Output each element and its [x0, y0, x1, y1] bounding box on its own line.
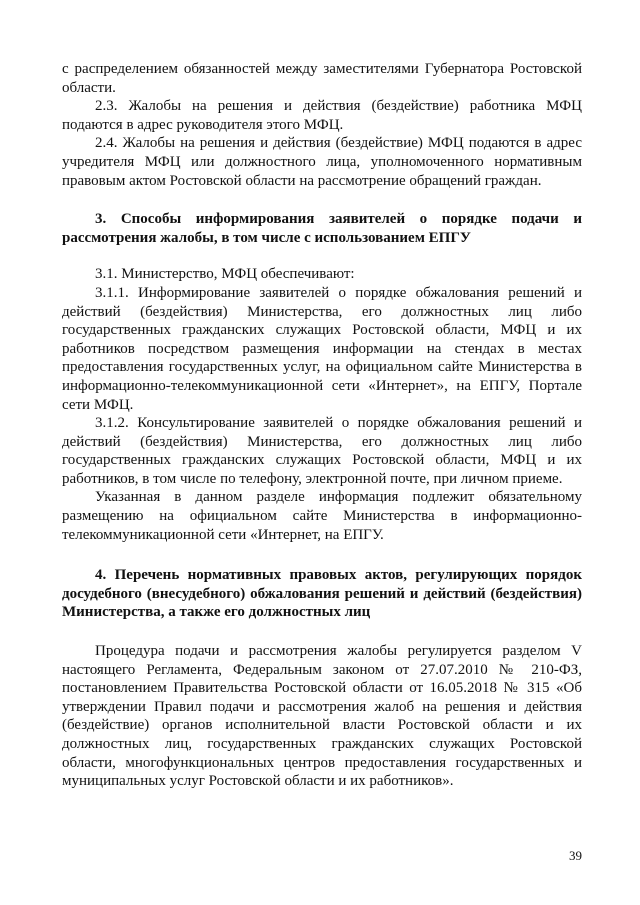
paragraph-3-1-1: 3.1.1. Информирование заявителей о порядке обжалования решений и действий (бездействия) Министерства, его должностных лиц либо государственных гражданских служащих Ростовской области, МФЦ и их работников посредством размещения информации на стендах в местах предоставления государственных услуг, на официальном сайте Министерства в информационно-телекоммуникационной сети «Интернет», на ЕПГУ, Портале сети МФЦ. [62, 284, 582, 413]
page-number: 39 [569, 848, 582, 863]
section-3-heading: 3. Способы информирования заявителей о порядке подачи и рассмотрения жалобы, в том числе с использованием ЕПГУ [62, 211, 582, 246]
spacer [62, 247, 582, 265]
lead-paragraph: с распределением обязанностей между заместителями Губернатора Ростовской области. [62, 61, 582, 96]
spacer [62, 544, 582, 566]
paragraph-2-4: 2.4. Жалобы на решения и действия (бездействие) МФЦ подаются в адрес учредителя МФЦ или должностного лица, уполномоченного нормативным правовым актом Ростовской области на рассмотрение обращений граждан. [62, 135, 582, 189]
paragraph-3-1-2: 3.1.2. Консультирование заявителей о порядке обжалования решений и действий (бездействия) Министерства, его должностных лиц либо государственных гражданских служащих Ростовской области, МФЦ и их работников, в том числе по телефону, электронной почте, при личном приеме. [62, 415, 582, 487]
paragraph-procedure: Процедура подачи и рассмотрения жалобы регулируется разделом V настоящего Регламента, Федеральным законом от 27.07.2010 № 210-ФЗ, постановлением Правительства Ростовской области от 16.05.2018 № 315 «Об утверждении Правил подачи и рассмотрения жалоб на решения и действия (бездействие) органов исполнительной власти Ростовской области и их должностных лиц, государственных гражданских служащих Ростовской области, многофункциональных центров предоставления государственных и муниципальных услуг Ростовской области и их работников». [62, 643, 582, 790]
section-4-heading: 4. Перечень нормативных правовых актов, регулирующих порядок досудебного (внесудебного) обжалования решений и действий (бездействия) Министерства, а также его должностных лиц [62, 567, 582, 621]
spacer [62, 190, 582, 210]
paragraph-info-placement: Указанная в данном разделе информация подлежит обязательному размещению на официальном сайте Министерства в информационно-телекоммуникационной сети «Интернет, на ЕПГУ. [62, 489, 582, 543]
paragraph-2-3: 2.3. Жалобы на решения и действия (бездействие) работника МФЦ подаются в адрес руководителя этого МФЦ. [62, 98, 582, 133]
spacer [62, 622, 582, 642]
paragraph-3-1: 3.1. Министерство, МФЦ обеспечивают: [95, 266, 355, 283]
